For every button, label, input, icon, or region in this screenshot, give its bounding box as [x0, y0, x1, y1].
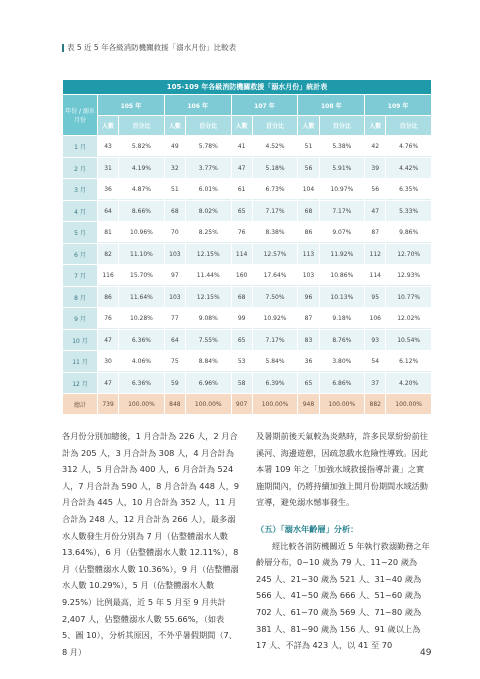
month-label: 9 月: [63, 308, 97, 329]
percent-cell: 10.77%: [386, 287, 431, 307]
people-col-header: 人數: [232, 116, 252, 135]
people-cell: 112: [365, 244, 385, 264]
percent-cell: 15.70%: [119, 265, 164, 286]
right-paragraph-2: 經比較各消防機關近 5 年執行救溺勤務之年齡層分布，0~10 歲為 79 人、11~20 歲為 245 人、21~30 歲為 521 人、31~40 歲為 566 人、41~50 歲為 666 人、51~60 歲為 702 人、61~70 歲為 569 人、71~80 歲為 381 人、81~90 歲為 156 人、91 歲以上為 17 人、不詳為 423 人，以 41 至 70: [256, 540, 430, 651]
percent-cell: 4.87%: [119, 179, 164, 200]
percent-cell: 12.02%: [386, 308, 431, 329]
people-cell: 36: [298, 351, 318, 372]
total-percent-cell: 100.00%: [320, 394, 365, 414]
total-people-cell: 948: [298, 394, 318, 414]
percent-cell: 4.06%: [119, 351, 164, 372]
table-row: [63, 136, 431, 157]
percent-cell: 4.52%: [253, 136, 298, 157]
caption-marker: [62, 44, 64, 52]
people-cell: 42: [365, 136, 385, 157]
percent-cell: 11.92%: [320, 244, 365, 264]
percent-cell: 6.35%: [386, 179, 431, 200]
total-people-cell: 848: [165, 394, 185, 414]
table-row: [63, 287, 431, 307]
percent-cell: 8.25%: [186, 222, 231, 243]
people-cell: 76: [232, 222, 252, 243]
table-row: [63, 330, 431, 350]
percent-cell: 5.78%: [186, 136, 231, 157]
page-number: 49: [420, 648, 432, 658]
total-people-cell: 739: [98, 394, 118, 414]
people-cell: 95: [365, 287, 385, 307]
percent-cell: 5.38%: [320, 136, 365, 157]
people-cell: 39: [365, 158, 385, 178]
people-cell: 32: [165, 158, 185, 178]
percent-cell: 7.55%: [186, 330, 231, 350]
total-label: 總計: [63, 394, 97, 414]
total-percent-cell: 100.00%: [119, 394, 164, 414]
percent-col-header: 百分比: [119, 116, 164, 135]
percent-cell: 6.39%: [253, 373, 298, 393]
people-cell: 58: [232, 373, 252, 393]
percent-col-header: 百分比: [186, 116, 231, 135]
people-cell: 65: [298, 373, 318, 393]
percent-cell: 5.82%: [119, 136, 164, 157]
people-cell: 68: [165, 201, 185, 221]
people-cell: 103: [165, 244, 185, 264]
caption-text: 表 5 近 5 年各級消防機關救援「溺水月份」比較表: [67, 43, 237, 52]
percent-cell: 12.93%: [386, 265, 431, 286]
percent-cell: 5.33%: [386, 201, 431, 221]
people-cell: 86: [98, 287, 118, 307]
percent-cell: 6.73%: [253, 179, 298, 200]
table-row: [63, 265, 431, 286]
percent-cell: 9.08%: [186, 308, 231, 329]
people-cell: 70: [165, 222, 185, 243]
percent-cell: 7.50%: [253, 287, 298, 307]
people-col-header: 人數: [298, 116, 318, 135]
month-label: 6 月: [63, 244, 97, 264]
left-paragraph: 各月份分別加總後，1 月合計為 226 人，2 月合計為 205 人，3 月合計為 308 人，4 月合計為 312 人，5 月合計為 400 人，6 月合計為 524 人，7 月合計為 590 人，8 月合計為 448 人，9 月合計為 445 人，10 月合計為 352 人，11 月合計為 248 人，12 月合計為 266 人），最多溺水人數發生月份分別為 7 月（佔整體溺水人數 13.64%），6 月（佔整體溺水人數 12.11%），8 月（佔整體溺水人數 10.36%），9 月（佔整體溺水人數 10.29%），5 月（佔整體溺水人數 9.25%）比例最高，近 5 年 5 月至 9 月共計 2,407 人，佔整體溺水人數 55.66%，（如表 5、圖 10），分析其原因，不外乎暑假期間（7、8 月）: [62, 431, 240, 657]
people-cell: 93: [365, 330, 385, 350]
people-cell: 86: [298, 222, 318, 243]
people-cell: 47: [365, 201, 385, 221]
people-cell: 31: [98, 158, 118, 178]
percent-cell: 10.96%: [119, 222, 164, 243]
month-label: 8 月: [63, 287, 97, 307]
total-percent-cell: 100.00%: [186, 394, 231, 414]
month-label: 5 月: [63, 222, 97, 243]
people-cell: 51: [298, 136, 318, 157]
people-col-header: 人數: [98, 116, 118, 135]
table-row: [63, 158, 431, 178]
percent-cell: 3.77%: [186, 158, 231, 178]
percent-cell: 4.42%: [386, 158, 431, 178]
percent-cell: 12.57%: [253, 244, 298, 264]
people-cell: 61: [232, 179, 252, 200]
people-cell: 43: [98, 136, 118, 157]
people-cell: 56: [365, 179, 385, 200]
month-label: 1 月: [63, 136, 97, 157]
table-row: [63, 179, 431, 200]
people-cell: 76: [98, 308, 118, 329]
people-cell: 36: [98, 179, 118, 200]
year-header: 106 年: [165, 95, 231, 115]
year-header: 109 年: [365, 95, 431, 115]
people-cell: 64: [98, 201, 118, 221]
percent-cell: 6.86%: [320, 373, 365, 393]
percent-cell: 6.12%: [386, 351, 431, 372]
total-percent-cell: 100.00%: [386, 394, 431, 414]
people-cell: 47: [98, 330, 118, 350]
month-label: 7 月: [63, 265, 97, 286]
people-col-header: 人數: [365, 116, 385, 135]
percent-cell: 11.10%: [119, 244, 164, 264]
table-row: [63, 308, 431, 329]
people-cell: 106: [365, 308, 385, 329]
people-cell: 96: [298, 287, 318, 307]
people-cell: 103: [165, 287, 185, 307]
people-cell: 81: [98, 222, 118, 243]
people-cell: 77: [165, 308, 185, 329]
year-header: 105 年: [98, 95, 164, 115]
people-cell: 30: [98, 351, 118, 372]
percent-cell: 10.86%: [320, 265, 365, 286]
month-label: 2 月: [63, 158, 97, 178]
table-row: [63, 201, 431, 221]
percent-cell: 4.19%: [119, 158, 164, 178]
percent-cell: 6.36%: [119, 373, 164, 393]
percent-cell: 9.18%: [320, 308, 365, 329]
people-cell: 68: [298, 201, 318, 221]
people-cell: 59: [165, 373, 185, 393]
percent-cell: 7.17%: [253, 330, 298, 350]
people-cell: 51: [165, 179, 185, 200]
drowning-month-table: [62, 79, 432, 415]
people-cell: 41: [232, 136, 252, 157]
year-header: 107 年: [232, 95, 298, 115]
people-cell: 97: [165, 265, 185, 286]
percent-cell: 12.15%: [186, 244, 231, 264]
people-cell: 87: [365, 222, 385, 243]
people-cell: 160: [232, 265, 252, 286]
people-cell: 114: [232, 244, 252, 264]
percent-cell: 6.96%: [186, 373, 231, 393]
table-caption: [62, 42, 236, 53]
percent-cell: 4.20%: [386, 373, 431, 393]
percent-cell: 8.02%: [186, 201, 231, 221]
percent-cell: 8.38%: [253, 222, 298, 243]
people-cell: 49: [165, 136, 185, 157]
people-cell: 64: [165, 330, 185, 350]
percent-cell: 12.15%: [186, 287, 231, 307]
people-cell: 65: [232, 330, 252, 350]
right-paragraph-1: 及暑期前後天氣較為炎熱時，許多民眾紛紛前往溪河、海邊遊憩，因疏忽戲水危險性導致。因此本署 109 年之「加強水域救援指導計畫」之實施期間內，仍將持續加強上開月份期間水域活動宣導，避免溺水憾事發生。: [256, 431, 428, 508]
corner-header: 年份 / 溺水月份: [63, 95, 97, 135]
percent-cell: 8.84%: [186, 351, 231, 372]
percent-cell: 9.86%: [386, 222, 431, 243]
right-column: [256, 428, 432, 654]
percent-cell: 6.36%: [119, 330, 164, 350]
table-row: [63, 244, 431, 264]
people-cell: 54: [365, 351, 385, 372]
percent-col-header: 百分比: [320, 116, 365, 135]
table-row: [63, 222, 431, 243]
percent-cell: 11.44%: [186, 265, 231, 286]
table-row: [63, 373, 431, 393]
percent-cell: 8.66%: [119, 201, 164, 221]
people-cell: 37: [365, 373, 385, 393]
percent-cell: 12.70%: [386, 244, 431, 264]
table-title: 105-109 年各級消防機關救援「溺水月份」統計表: [63, 80, 431, 94]
total-people-cell: 907: [232, 394, 252, 414]
people-cell: 116: [98, 265, 118, 286]
percent-cell: 6.01%: [186, 179, 231, 200]
total-people-cell: 882: [365, 394, 385, 414]
people-cell: 114: [365, 265, 385, 286]
people-cell: 56: [298, 158, 318, 178]
month-label: 3 月: [63, 179, 97, 200]
percent-cell: 17.64%: [253, 265, 298, 286]
percent-cell: 10.92%: [253, 308, 298, 329]
percent-col-header: 百分比: [386, 116, 431, 135]
percent-cell: 5.18%: [253, 158, 298, 178]
people-cell: 83: [298, 330, 318, 350]
percent-cell: 3.80%: [320, 351, 365, 372]
people-cell: 47: [232, 158, 252, 178]
percent-cell: 11.64%: [119, 287, 164, 307]
percent-cell: 10.54%: [386, 330, 431, 350]
table-row: [63, 351, 431, 372]
percent-col-header: 百分比: [253, 116, 298, 135]
month-label: 4 月: [63, 201, 97, 221]
section-heading: （五）「溺水年齡層」分析：: [256, 523, 359, 534]
people-cell: 65: [232, 201, 252, 221]
people-cell: 104: [298, 179, 318, 200]
percent-cell: 7.17%: [253, 201, 298, 221]
people-cell: 99: [232, 308, 252, 329]
total-percent-cell: 100.00%: [253, 394, 298, 414]
month-label: 12 月: [63, 373, 97, 393]
percent-cell: 8.76%: [320, 330, 365, 350]
people-cell: 113: [298, 244, 318, 264]
people-cell: 53: [232, 351, 252, 372]
people-cell: 47: [98, 373, 118, 393]
people-cell: 75: [165, 351, 185, 372]
people-cell: 103: [298, 265, 318, 286]
month-label: 10 月: [63, 330, 97, 350]
percent-cell: 7.17%: [320, 201, 365, 221]
percent-cell: 5.84%: [253, 351, 298, 372]
percent-cell: 4.76%: [386, 136, 431, 157]
percent-cell: 5.91%: [320, 158, 365, 178]
percent-cell: 10.97%: [320, 179, 365, 200]
people-cell: 82: [98, 244, 118, 264]
month-label: 11 月: [63, 351, 97, 372]
people-cell: 87: [298, 308, 318, 329]
people-col-header: 人數: [165, 116, 185, 135]
year-header: 108 年: [298, 95, 364, 115]
people-cell: 68: [232, 287, 252, 307]
percent-cell: 9.07%: [320, 222, 365, 243]
percent-cell: 10.28%: [119, 308, 164, 329]
total-row: [63, 394, 431, 414]
percent-cell: 10.13%: [320, 287, 365, 307]
